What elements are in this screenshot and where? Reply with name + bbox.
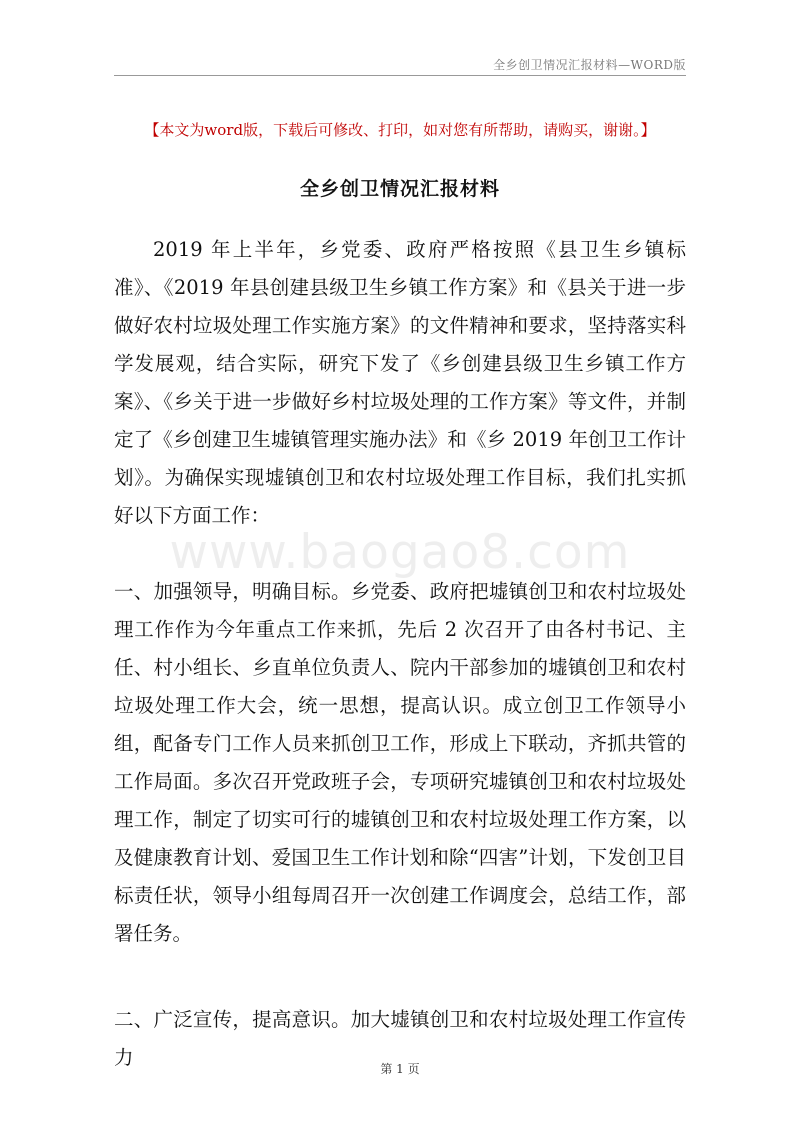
purchase-notice: 【本文为word版，下载后可修改、打印，如对您有所帮助，请购买，谢谢。】: [144, 121, 656, 139]
header-divider: [114, 75, 686, 76]
running-header: 全乡创卫情况汇报材料—WORD版: [493, 58, 686, 72]
paragraph-spacer: [114, 953, 686, 1001]
document-body: [114, 231, 686, 1077]
paragraph-intro: 2019 年上半年，乡党委、政府严格按照《县卫生乡镇标准》、《2019 年县创建县级卫生乡镇工作方案》和《县关于进一步做好农村垃圾处理工作实施方案》的文件精神和要求，坚持落实科学发展观，结合实际，研究下发了《乡创建县级卫生乡镇工作方案》、《乡关于进一步做好乡村垃圾处理的工作方案》等文件，并制定了《乡创建卫生墟镇管理实施办法》和《乡 2019 年创卫工作计划》。为确保实现墟镇创卫和农村垃圾处理工作目标，我们扎实抓好以下方面工作：: [114, 238, 686, 527]
paragraph-spacer: [114, 535, 686, 573]
document-title: 全乡创卫情况汇报材料: [299, 178, 500, 200]
paragraph-section-two: 二、广泛宣传，提高意识。加大墟镇创卫和农村垃圾处理工作宣传力: [114, 1008, 686, 1069]
paragraph-section-one: 一、加强领导，明确目标。乡党委、政府把墟镇创卫和农村垃圾处理工作作为今年重点工作来抓，先后 2 次召开了由各村书记、主任、村小组长、乡直单位负责人、院内干部参加的墟镇创卫和农村垃圾处理工作大会，统一思想，提高认识。成立创卫工作领导小组，配备专门工作人员来抓创卫工作，形成上下联动，齐抓共管的工作局面。多次召开党政班子会，专项研究墟镇创卫和农村垃圾处理工作，制定了切实可行的墟镇创卫和农村垃圾处理工作方案，以及健康教育计划、爱国卫生工作计划和除“四害”计划，下发创卫目标责任状，领导小组每周召开一次创建工作调度会，总结工作，部署任务。: [114, 580, 686, 945]
page-number: 第 1 页: [380, 1062, 420, 1076]
watermark: www.baogao8.com: [169, 525, 631, 580]
